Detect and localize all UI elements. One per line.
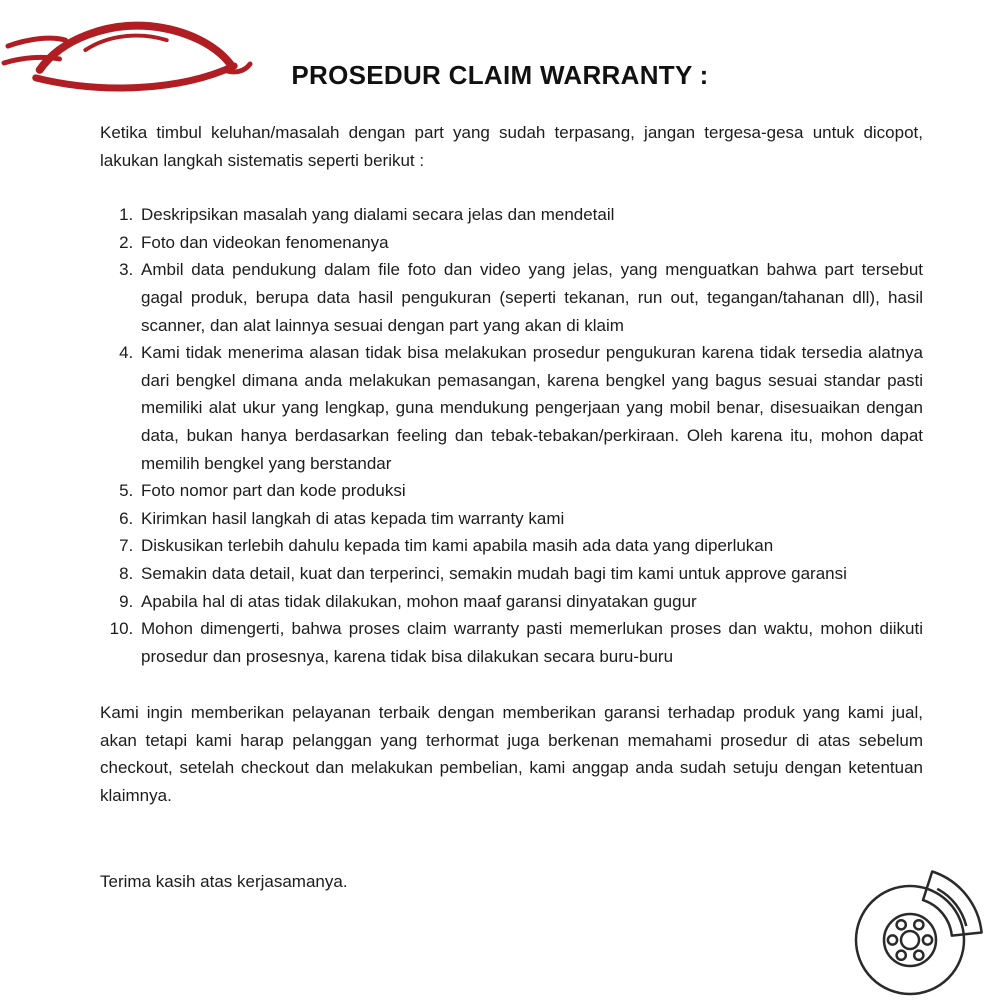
step-item-10: 10. Mohon dimengerti, bahwa proses claim warranty pasti memerlukan proses dan waktu, mohon diikuti prosedur dan prosesnya, karena tidak bisa dilakukan secara buru-buru bbox=[138, 615, 923, 670]
thanks-text: Terima kasih atas kerjasamanya. bbox=[100, 871, 348, 891]
brake-disc-icon bbox=[848, 856, 998, 998]
step-item-8: 8. Semakin data detail, kuat dan terperinci, semakin mudah bagi tim kami untuk approve garansi bbox=[138, 560, 923, 588]
warranty-document bbox=[100, 119, 923, 895]
page-title: PROSEDUR CLAIM WARRANTY : bbox=[291, 60, 709, 90]
step-item-3: 3. Ambil data pendukung dalam file foto dan video yang jelas, yang menguatkan bahwa part tersebut gagal produk, berupa data hasil pengukuran (seperti tekanan, run out, tegangan/tahanan dll), hasil scanner, dan alat lainnya sesuai dengan part yang akan di klaim bbox=[138, 256, 923, 339]
step-item-9: 9. Apabila hal di atas tidak dilakukan, mohon maaf garansi dinyatakan gugur bbox=[138, 588, 923, 616]
intro-paragraph: Ketika timbul keluhan/masalah dengan part yang sudah terpasang, jangan tergesa-gesa untuk dicopot, lakukan langkah sistematis seperti berikut : bbox=[100, 123, 923, 170]
step-item-5: 5. Foto nomor part dan kode produksi bbox=[138, 477, 923, 505]
procedure-steps-list bbox=[100, 201, 923, 670]
step-item-4: 4. Kami tidak menerima alasan tidak bisa melakukan prosedur pengukuran karena tidak tersedia alatnya dari bengkel dimana anda melakukan pemasangan, karena bengkel yang bagus sesuai standar pasti memiliki alat ukur yang lengkap, guna mendukung pengerjaan yang mobil benar, disesuaikan dengan data, bukan hanya berdasarkan feeling dan tebak-tebakan/perkiraan. Oleh karena itu, mohon dapat memilih bengkel yang berstandar bbox=[138, 339, 923, 477]
step-item-1: 1. Deskripsikan masalah yang dialami secara jelas dan mendetail bbox=[138, 201, 923, 229]
step-item-2: 2. Foto dan videokan fenomenanya bbox=[138, 229, 923, 257]
step-item-6: 6. Kirimkan hasil langkah di atas kepada tim warranty kami bbox=[138, 505, 923, 533]
closing-paragraph: Kami ingin memberikan pelayanan terbaik dengan memberikan garansi terhadap produk yang kami jual, akan tetapi kami harap pelanggan yang terhormat juga berkenan memahami prosedur di atas sebelum checkout, setelah checkout dan melakukan pembelian, kami anggap anda sudah setuju dengan ketentuan klaimnya. bbox=[100, 703, 923, 806]
step-item-7: 7. Diskusikan terlebih dahulu kepada tim kami apabila masih ada data yang diperlukan bbox=[138, 532, 923, 560]
